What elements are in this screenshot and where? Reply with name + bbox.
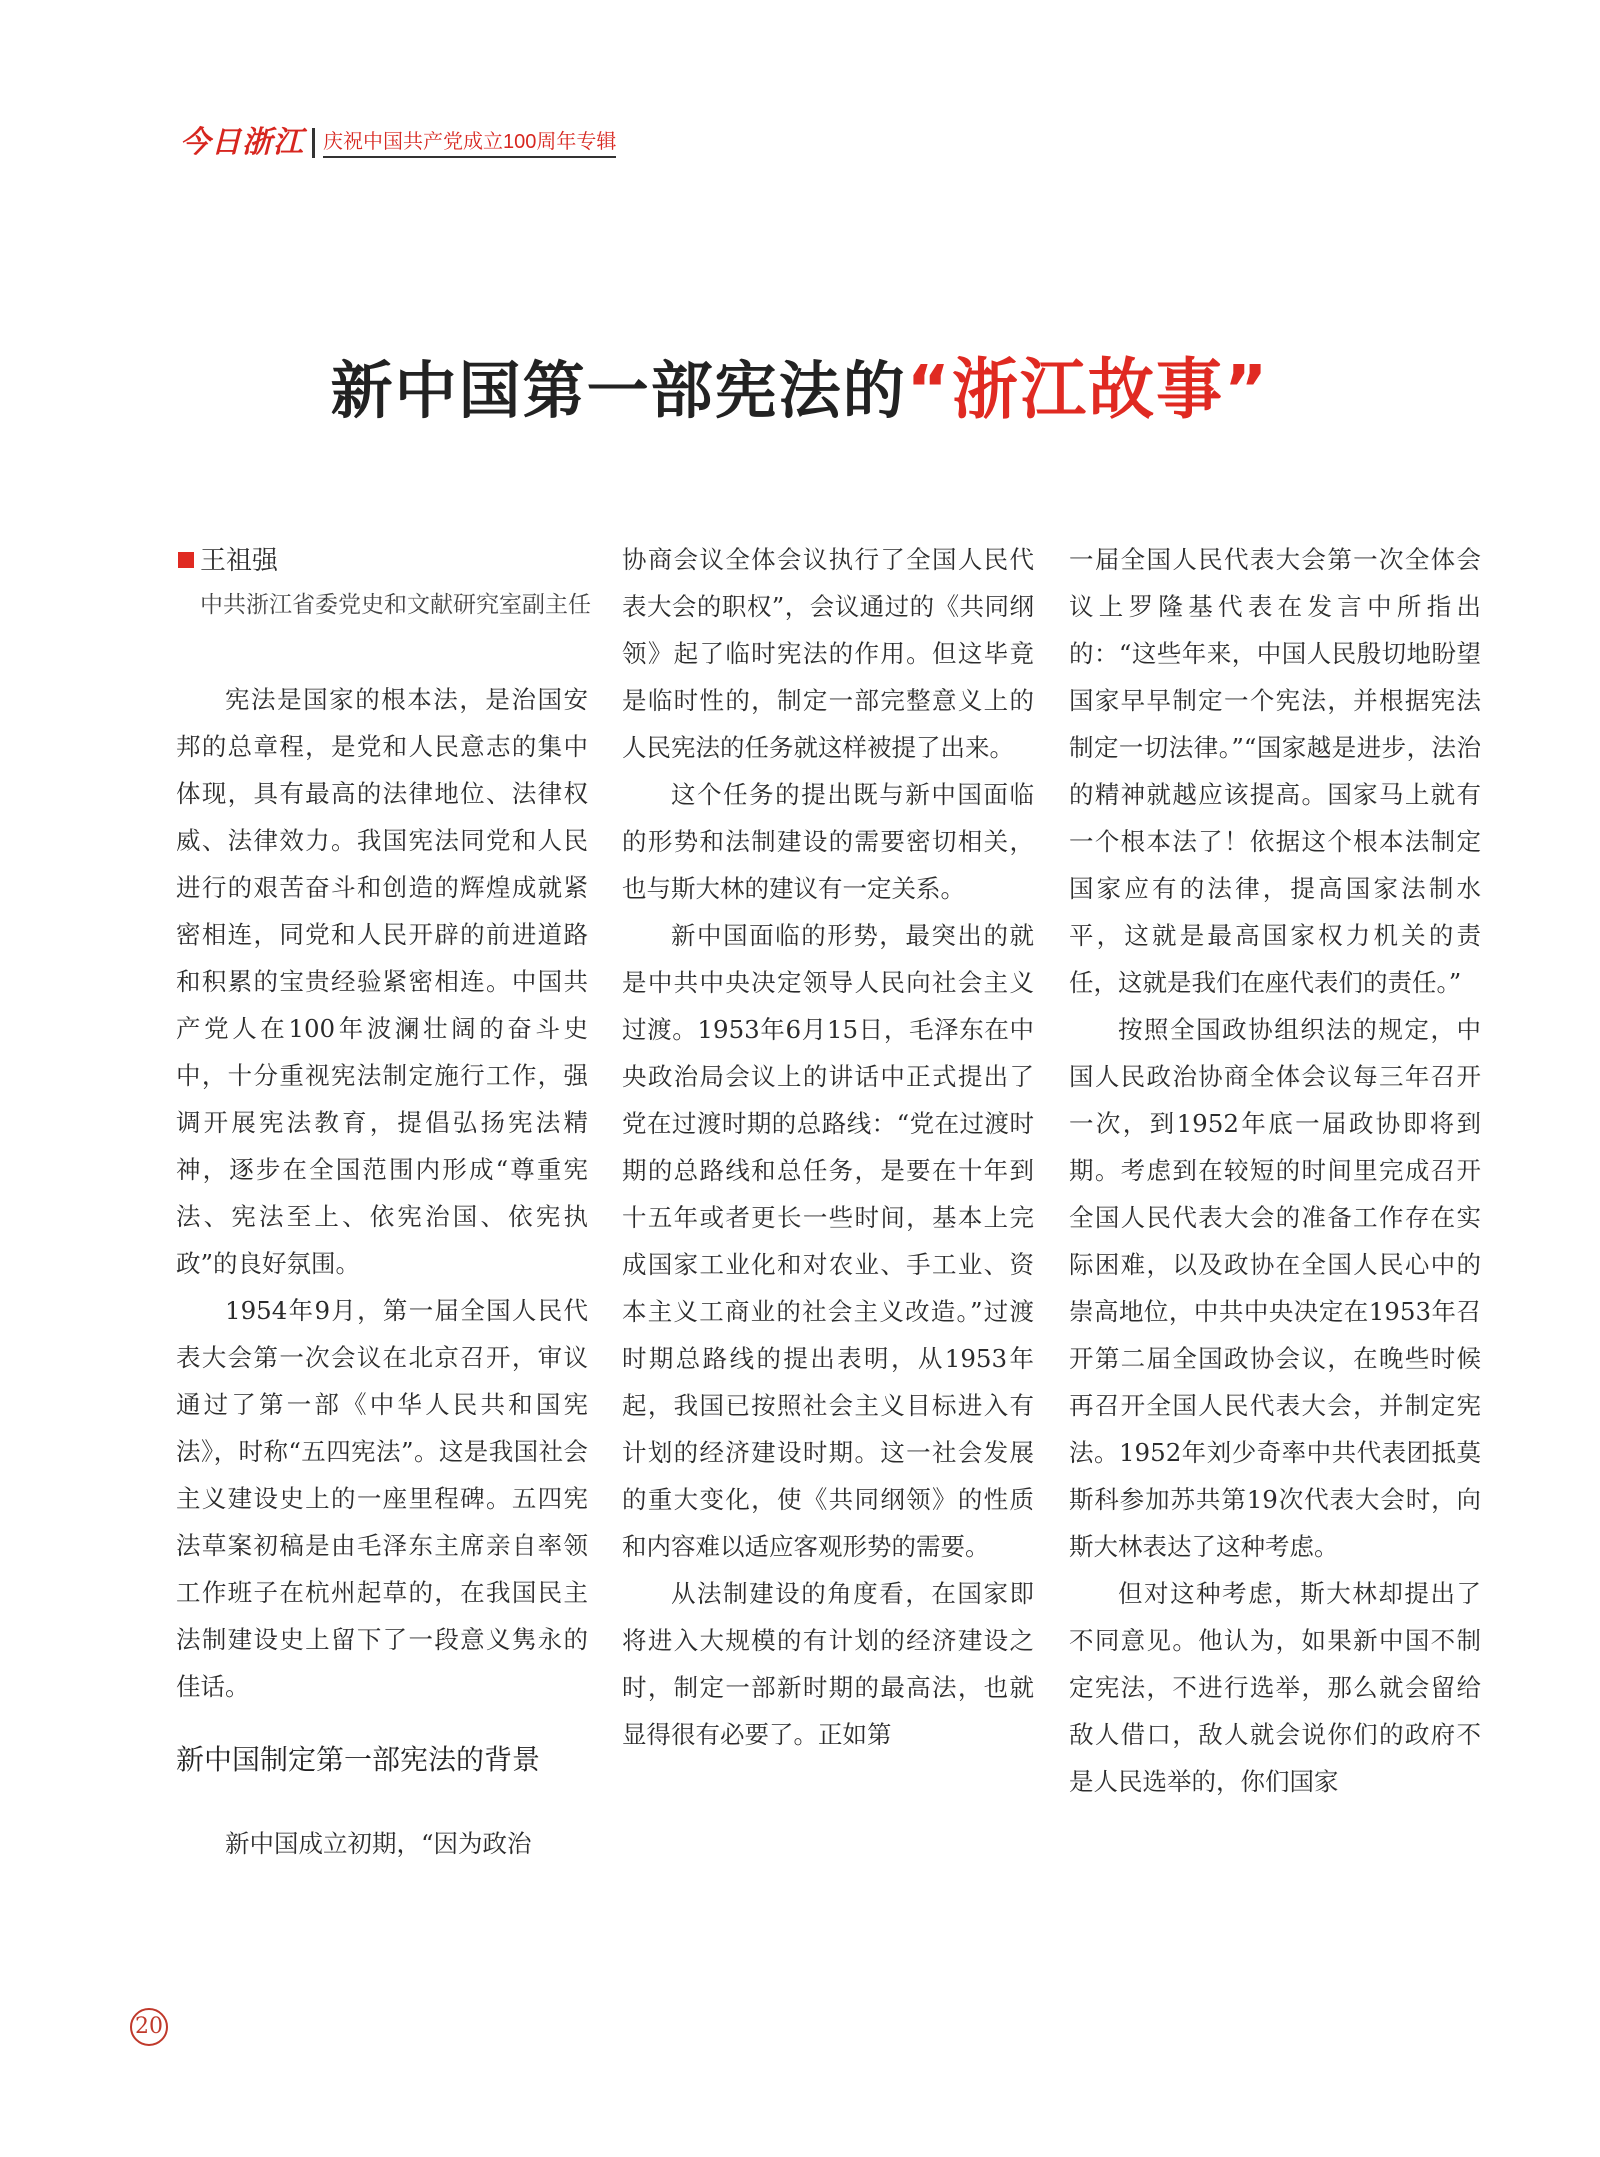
magazine-logo: 今日浙江 (180, 125, 304, 160)
article-title-main: 新中国第一部宪法的 (330, 354, 907, 427)
paragraph: 从法制建设的角度看，在国家即将进入大规模的有计划的经济建设之时，制定一部新时期的最高法，也就显得很有必要了。正如第 (622, 1579, 1034, 1749)
paragraph: 1954年9月，第一届全国人民代表大会第一次会议在北京召开，审议通过了第一部《中华人民共和国宪法》，时称“五四宪法”。这是我国社会主义建设史上的一座里程碑。五四宪法草案初稿是由毛泽东主席亲自率领工作班子在杭州起草的，在我国民主法制建设史上留下了一段意义隽永的佳话。 (176, 1296, 588, 1701)
red-square-icon (178, 552, 194, 568)
masthead (180, 124, 616, 158)
paragraph: 一届全国人民代表大会第一次全体会议上罗隆基代表在发言中所指出的：“这些年来，中国人民殷切地盼望国家早早制定一个宪法，并根据宪法制定一切法律。”“国家越是进步，法治的精神就越应该提高。国家马上就有一个根本法了！依据这个根本法制定国家应有的法律，提高国家法制水平，这就是最高国家权力机关的责任，这就是我们在座代表们的责任。” (1069, 545, 1481, 997)
paragraph: 但对这种考虑，斯大林却提出了不同意见。他认为，如果新中国不制定宪法，不进行选举，那么就会留给敌人借口，敌人就会说你们的政府不是人民选举的，你们国家 (1069, 1579, 1481, 1796)
paragraph: 协商会议全体会议执行了全国人民代表大会的职权”，会议通过的《共同纲领》起了临时宪法的作用。但这毕竟是临时性的，制定一部完整意义上的人民宪法的任务就这样被提了出来。 (622, 545, 1034, 762)
paragraph: 新中国成立初期，“因为政治 (225, 1829, 532, 1858)
article-title-highlight: “浙江故事” (906, 351, 1270, 428)
author-name: 王祖强 (200, 545, 279, 575)
paragraph: 按照全国政协组织法的规定，中国人民政治协商全体会议每三年召开一次，到1952年底一届政协即将到期。考虑到在较短的时间里完成召开全国人民代表大会的准备工作存在实际困难，以及政协在全国人民心中的崇高地位，中共中央决定在1953年召开第二届全国政协会议，在晚些时候再召开全国人民代表大会，并制定宪法。1952年刘少奇率中共代表团抵莫斯科参加苏共第19次代表大会时，向斯大林表达了这种考虑。 (1069, 1015, 1481, 1561)
paragraph: 新中国面临的形势，最突出的就是中共中央决定领导人民向社会主义过渡。1953年6月15日，毛泽东在中央政治局会议上的讲话中正式提出了党在过渡时期的总路线：“党在过渡时期的总路线和总任务，是要在十年到十五年或者更长一些时间，基本上完成国家工业化和对农业、手工业、资本主义工商业的社会主义改造。”过渡时期总路线的提出表明，从1953年起，我国已按照社会主义目标进入有计划的经济建设时期。这一社会发展的重大变化，使《共同纲领》的性质和内容难以适应客观形势的需要。 (622, 921, 1034, 1561)
author-affiliation: 中共浙江省委党史和文献研究室副主任 (200, 591, 591, 617)
page-number: 20 (130, 2008, 168, 2046)
author-line (178, 540, 278, 580)
article-title (0, 350, 1600, 431)
section-heading: 新中国制定第一部宪法的背景 (176, 1744, 541, 1775)
masthead-divider (312, 128, 315, 158)
paragraph: 这个任务的提出既与新中国面临的形势和法制建设的需要密切相关，也与斯大林的建议有一定关系。 (622, 780, 1034, 903)
column-3 (1069, 536, 1481, 1805)
section-label: 庆祝中国共产党成立100周年专辑 (323, 129, 616, 158)
column-1 (176, 676, 588, 1867)
paragraph: 宪法是国家的根本法，是治国安邦的总章程，是党和人民意志的集中体现，具有最高的法律地位、法律权威、法律效力。我国宪法同党和人民进行的艰苦奋斗和创造的辉煌成就紧密相连，同党和人民开辟的前进道路和积累的宝贵经验紧密相连。中国共产党人在100年波澜壮阔的奋斗史中，十分重视宪法制定施行工作，强调开展宪法教育，提倡弘扬宪法精神，逐步在全国范围内形成“尊重宪法、宪法至上、依宪治国、依宪执政”的良好氛围。 (176, 685, 588, 1278)
column-2 (622, 536, 1034, 1758)
